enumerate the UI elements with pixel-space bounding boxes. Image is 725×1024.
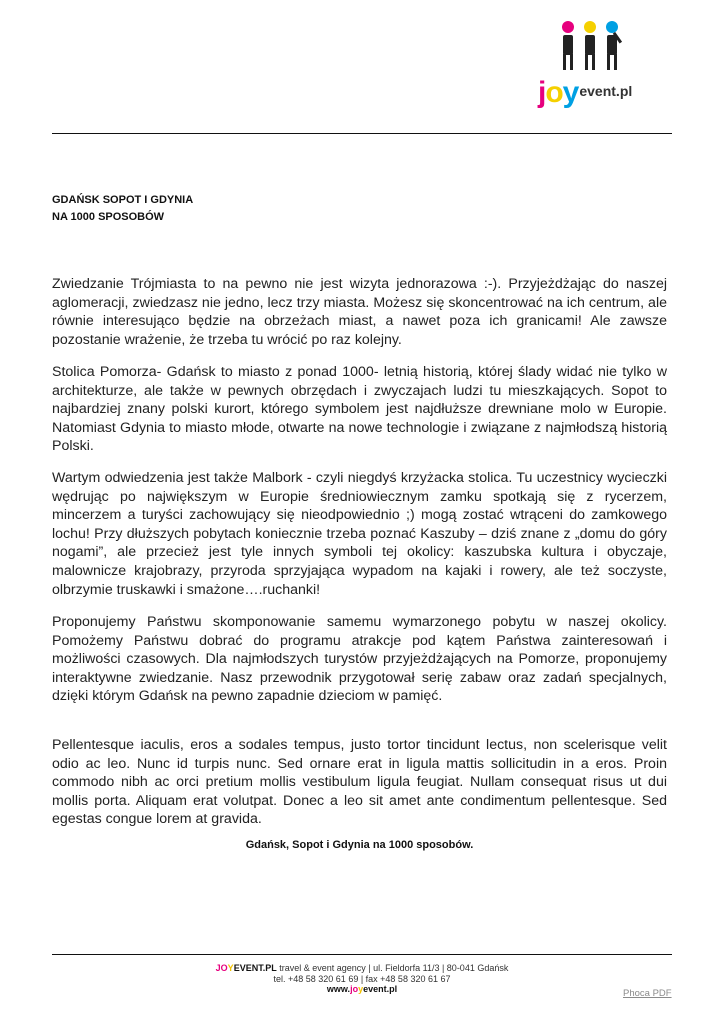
figure-head-yellow <box>584 21 596 33</box>
people-figures-icon <box>556 20 636 76</box>
footer-web-jo: jo <box>350 984 359 994</box>
footer-divider <box>52 954 672 955</box>
figure-leg-yellow-2 <box>592 54 595 70</box>
figure-leg-blue <box>607 54 610 70</box>
closing-line: Gdańsk, Sopot i Gdynia na 1000 sposobów. <box>245 839 474 851</box>
paragraph-text: Wartym odwiedzenia jest także Malbork - czyli niegdyś krzyżacka stolica. Tu uczestnicy wycieczki wędrując po największym w Europie średniowiecznym zamku spotkają się z rycerzem, mincerzem a turyści zachowujący się nieodpowiednio ;) mogą zostać wtrąceni do zamkowego lochu! Przy dłuższych pobytach koniecznie trzeba poznać Kaszuby – dziś znane z „domu do góry nogami”, ale przecież jest tyle innych symboli tej okolicy: kaszubska kultura i obyczaje, malownicze krajobrazy, przyroda sprzyjająca wypadom na kajaki i rowery, ale też soczyste, olbrzymie truskawki i smażone….ruchanki! <box>52 470 667 598</box>
figure-body-blue <box>607 35 617 55</box>
paragraph-text: Zwiedzanie Trójmiasta to na pewno nie jest wizyta jednorazowa :-). Przyjeżdżając do naszej aglomeracji, zwiedzasz nie jedno, lecz trzy miasta. Możesz się skoncentrować na ich centrum, ale równie interesująco będzie na obrzeżach miast, a nawet poza ich granicami! Ale zawsze pozostanie wrażenie, że trzeba tu wrócić po raz kolejny. <box>52 276 667 348</box>
paragraph-text: Pellentesque iaculis, eros a sodales tempus, justo tortor tincidunt lectus, non scelerisque velit odio ac leo. Nunc id turpis nunc. Sed ornare erat in ligula mattis sollicitudin in a eros. Proin commodo nibh ac orci pretium mollis vestibulum ligula feugiat. Nullam consequat risus ut dui mollis porta. Aliquam erat volutpat. Donec a leo sit amet ante condimentum pellentesque. Sed egestas congue lorem at gravida. <box>52 737 667 828</box>
logo-letter-j: j <box>538 76 546 109</box>
figure-body-pink <box>563 35 573 55</box>
paragraph-lorem <box>52 736 667 829</box>
logo-letter-y: y <box>562 76 579 109</box>
logo-letter-o: o <box>545 76 563 109</box>
footer-website-link[interactable] <box>52 984 672 995</box>
footer-address: travel & event agency | ul. Fieldorfa 11/3 | 80-041 Gdańsk <box>276 963 509 973</box>
paragraph-pomorze <box>52 363 667 456</box>
footer-web-pre: www. <box>326 984 351 994</box>
footer-brand-jo: JO <box>215 963 228 973</box>
paragraph-intro <box>52 275 667 349</box>
footer-address-line <box>52 963 672 974</box>
footer-web-y: y <box>358 984 364 994</box>
figure-leg-pink <box>563 54 566 70</box>
title-line-1: GDAŃSK SOPOT I GDYNIA <box>52 194 194 206</box>
footer-brand-rest: EVENT.PL <box>233 963 277 973</box>
title-line-2: NA 1000 SPOSOBÓW <box>52 211 165 223</box>
paragraph-text: Proponujemy Państwu skomponowanie samemu wymarzonego pobytu w naszej okolicy. Pomożemy Państwu dobrać do programu atrakcje pod kątem Państwa zainteresowań i możliwości czasowych. Dla najmłodszych turystów przyjeżdżających na Pomorze, proponujemy interaktywne zwiedzanie. Nasz przewodnik przygotował serię zabaw oraz zadań specjalnych, dzięki którym Gdańsk na pewno zapadnie dzieciom w pamięć. <box>52 614 667 705</box>
paragraph-malbork <box>52 469 667 599</box>
footer-web-post: event.pl <box>363 984 398 994</box>
figure-body-yellow <box>585 35 595 55</box>
figure-leg-blue-2 <box>614 54 617 70</box>
phoca-pdf-link[interactable]: Phoca PDF <box>623 988 672 999</box>
paragraph-text: Stolica Pomorza- Gdańsk to miasto z ponad 1000- letnią historią, której ślady widać nie tylko w architekturze, ale także w pewnych obrzędach i zwyczajach ludzi tu mieszkających. Sopot to najbardziej znany polski kurort, którego symbolem jest najdłuższe drewniane molo w Europie. Natomiast Gdynia to miasto młode, otwarte na nowe technologie i związane z najmłodszą historią Polski. <box>52 364 667 455</box>
logo-domain: event.pl <box>579 83 633 99</box>
logo-wordmark <box>538 78 632 108</box>
footer-brand-y: Y <box>227 963 234 973</box>
figure-leg-yellow <box>585 54 588 70</box>
figure-head-pink <box>562 21 574 33</box>
footer-phone-line: tel. +48 58 320 61 69 | fax +48 58 320 61 67 <box>273 973 451 984</box>
joyevent-logo <box>536 20 656 112</box>
header-divider <box>52 133 672 134</box>
figure-leg-pink-2 <box>570 54 573 70</box>
footer <box>52 963 672 995</box>
document-title <box>52 192 193 226</box>
paragraph-offer <box>52 613 667 706</box>
figure-head-blue <box>606 21 618 33</box>
